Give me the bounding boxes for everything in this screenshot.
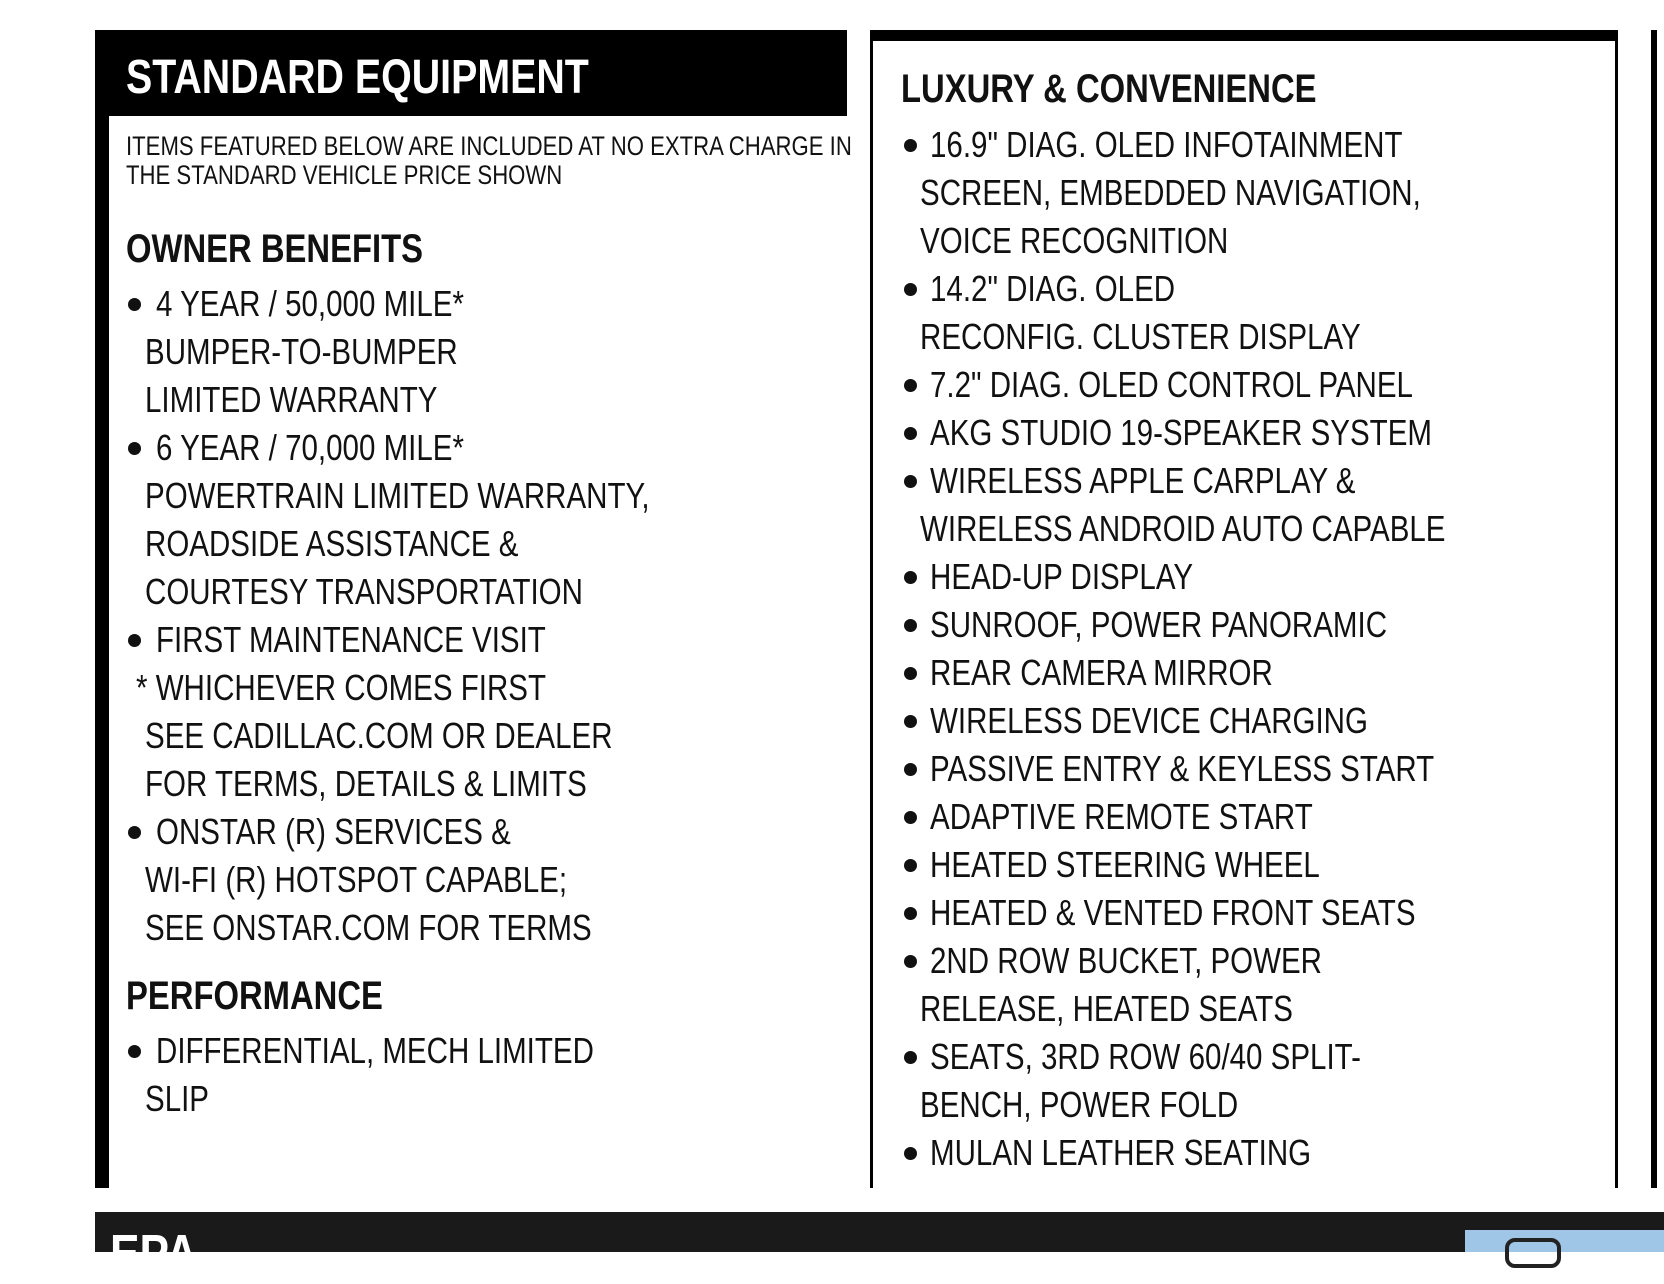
owner-benefit-line: WI-FI (R) HOTSPOT CAPABLE; — [145, 859, 568, 900]
luxury-line: SUNROOF, POWER PANORAMIC — [930, 604, 1388, 645]
bullet-dot — [904, 1051, 917, 1064]
bullet-dot — [904, 283, 917, 296]
epa-bar — [95, 1212, 1664, 1252]
bullet-dot — [904, 907, 917, 920]
bullet-dot — [128, 634, 141, 647]
left-panel-border — [95, 30, 109, 1188]
luxury-line: 7.2" DIAG. OLED CONTROL PANEL — [930, 364, 1413, 405]
next-panel-border — [1651, 30, 1657, 1188]
owner-benefit-line: SEE ONSTAR.COM FOR TERMS — [145, 907, 592, 948]
bullet-dot — [904, 1147, 917, 1160]
luxury-line: 16.9" DIAG. OLED INFOTAINMENT — [930, 124, 1403, 165]
luxury-line: REAR CAMERA MIRROR — [930, 652, 1273, 693]
bullet-dot — [904, 379, 917, 392]
owner-benefit-line: 6 YEAR / 70,000 MILE* — [156, 427, 464, 468]
epa-label: EPA — [110, 1224, 198, 1284]
right-panel-left-border — [870, 30, 873, 1188]
luxury-line: RECONFIG. CLUSTER DISPLAY — [920, 316, 1361, 357]
performance-heading: PERFORMANCE — [126, 974, 383, 1018]
luxury-line: 2ND ROW BUCKET, POWER — [930, 940, 1322, 981]
epa-blue-panel — [1465, 1230, 1664, 1252]
standard-equipment-title: STANDARD EQUIPMENT — [126, 51, 589, 104]
subtitle-line-1: ITEMS FEATURED BELOW ARE INCLUDED AT NO EXTRA CHARGE IN — [126, 131, 852, 161]
owner-benefit-line: FOR TERMS, DETAILS & LIMITS — [145, 763, 587, 804]
bullet-dot — [904, 859, 917, 872]
bullet-dot — [904, 139, 917, 152]
luxury-line: BENCH, POWER FOLD — [920, 1084, 1239, 1125]
luxury-line: SEATS, 3RD ROW 60/40 SPLIT- — [930, 1036, 1361, 1077]
luxury-line: ADAPTIVE REMOTE START — [930, 796, 1313, 837]
luxury-line: PASSIVE ENTRY & KEYLESS START — [930, 748, 1435, 789]
right-panel-right-border — [1615, 30, 1618, 1188]
subtitle-line-2: THE STANDARD VEHICLE PRICE SHOWN — [126, 160, 563, 190]
owner-benefits-heading: OWNER BENEFITS — [126, 227, 424, 271]
bullet-dot — [904, 475, 917, 488]
luxury-line: WIRELESS DEVICE CHARGING — [930, 700, 1368, 741]
owner-benefit-line: SEE CADILLAC.COM OR DEALER — [145, 715, 613, 756]
bullet-dot — [128, 1045, 141, 1058]
owner-benefit-line: 4 YEAR / 50,000 MILE* — [156, 283, 464, 324]
luxury-line: RELEASE, HEATED SEATS — [920, 988, 1293, 1029]
owner-benefit-line: * WHICHEVER COMES FIRST — [136, 667, 547, 708]
luxury-line: HEATED STEERING WHEEL — [930, 844, 1320, 885]
owner-benefit-line: ROADSIDE ASSISTANCE & — [145, 523, 519, 564]
bullet-dot — [128, 442, 141, 455]
luxury-line: AKG STUDIO 19-SPEAKER SYSTEM — [930, 412, 1432, 453]
bullet-dot — [904, 571, 917, 584]
bullet-dot — [904, 427, 917, 440]
luxury-line: WIRELESS ANDROID AUTO CAPABLE — [920, 508, 1446, 549]
performance-line: SLIP — [145, 1078, 209, 1119]
fuel-pump-icon — [1505, 1238, 1561, 1268]
luxury-line: 14.2" DIAG. OLED — [930, 268, 1176, 309]
luxury-line: WIRELESS APPLE CARPLAY & — [930, 460, 1356, 501]
bullet-dot — [904, 715, 917, 728]
owner-benefit-line: LIMITED WARRANTY — [145, 379, 438, 420]
bullet-dot — [904, 955, 917, 968]
bullet-dot — [904, 667, 917, 680]
bullet-dot — [904, 619, 917, 632]
owner-benefit-line: FIRST MAINTENANCE VISIT — [156, 619, 546, 660]
bullet-dot — [904, 763, 917, 776]
luxury-line: HEAD-UP DISPLAY — [930, 556, 1194, 597]
bullet-dot — [904, 811, 917, 824]
owner-benefit-line: ONSTAR (R) SERVICES & — [156, 811, 511, 852]
luxury-convenience-heading: LUXURY & CONVENIENCE — [901, 67, 1317, 111]
bullet-dot — [128, 826, 141, 839]
luxury-line: HEATED & VENTED FRONT SEATS — [930, 892, 1416, 933]
performance-line: DIFFERENTIAL, MECH LIMITED — [156, 1030, 594, 1071]
luxury-line: MULAN LEATHER SEATING — [930, 1132, 1312, 1173]
owner-benefit-line: BUMPER-TO-BUMPER — [145, 331, 458, 372]
luxury-line: VOICE RECOGNITION — [920, 220, 1229, 261]
luxury-line: SCREEN, EMBEDDED NAVIGATION, — [920, 172, 1421, 213]
right-panel-top-border — [870, 30, 1618, 41]
bullet-dot — [128, 298, 141, 311]
owner-benefit-line: POWERTRAIN LIMITED WARRANTY, — [145, 475, 650, 516]
owner-benefit-line: COURTESY TRANSPORTATION — [145, 571, 583, 612]
